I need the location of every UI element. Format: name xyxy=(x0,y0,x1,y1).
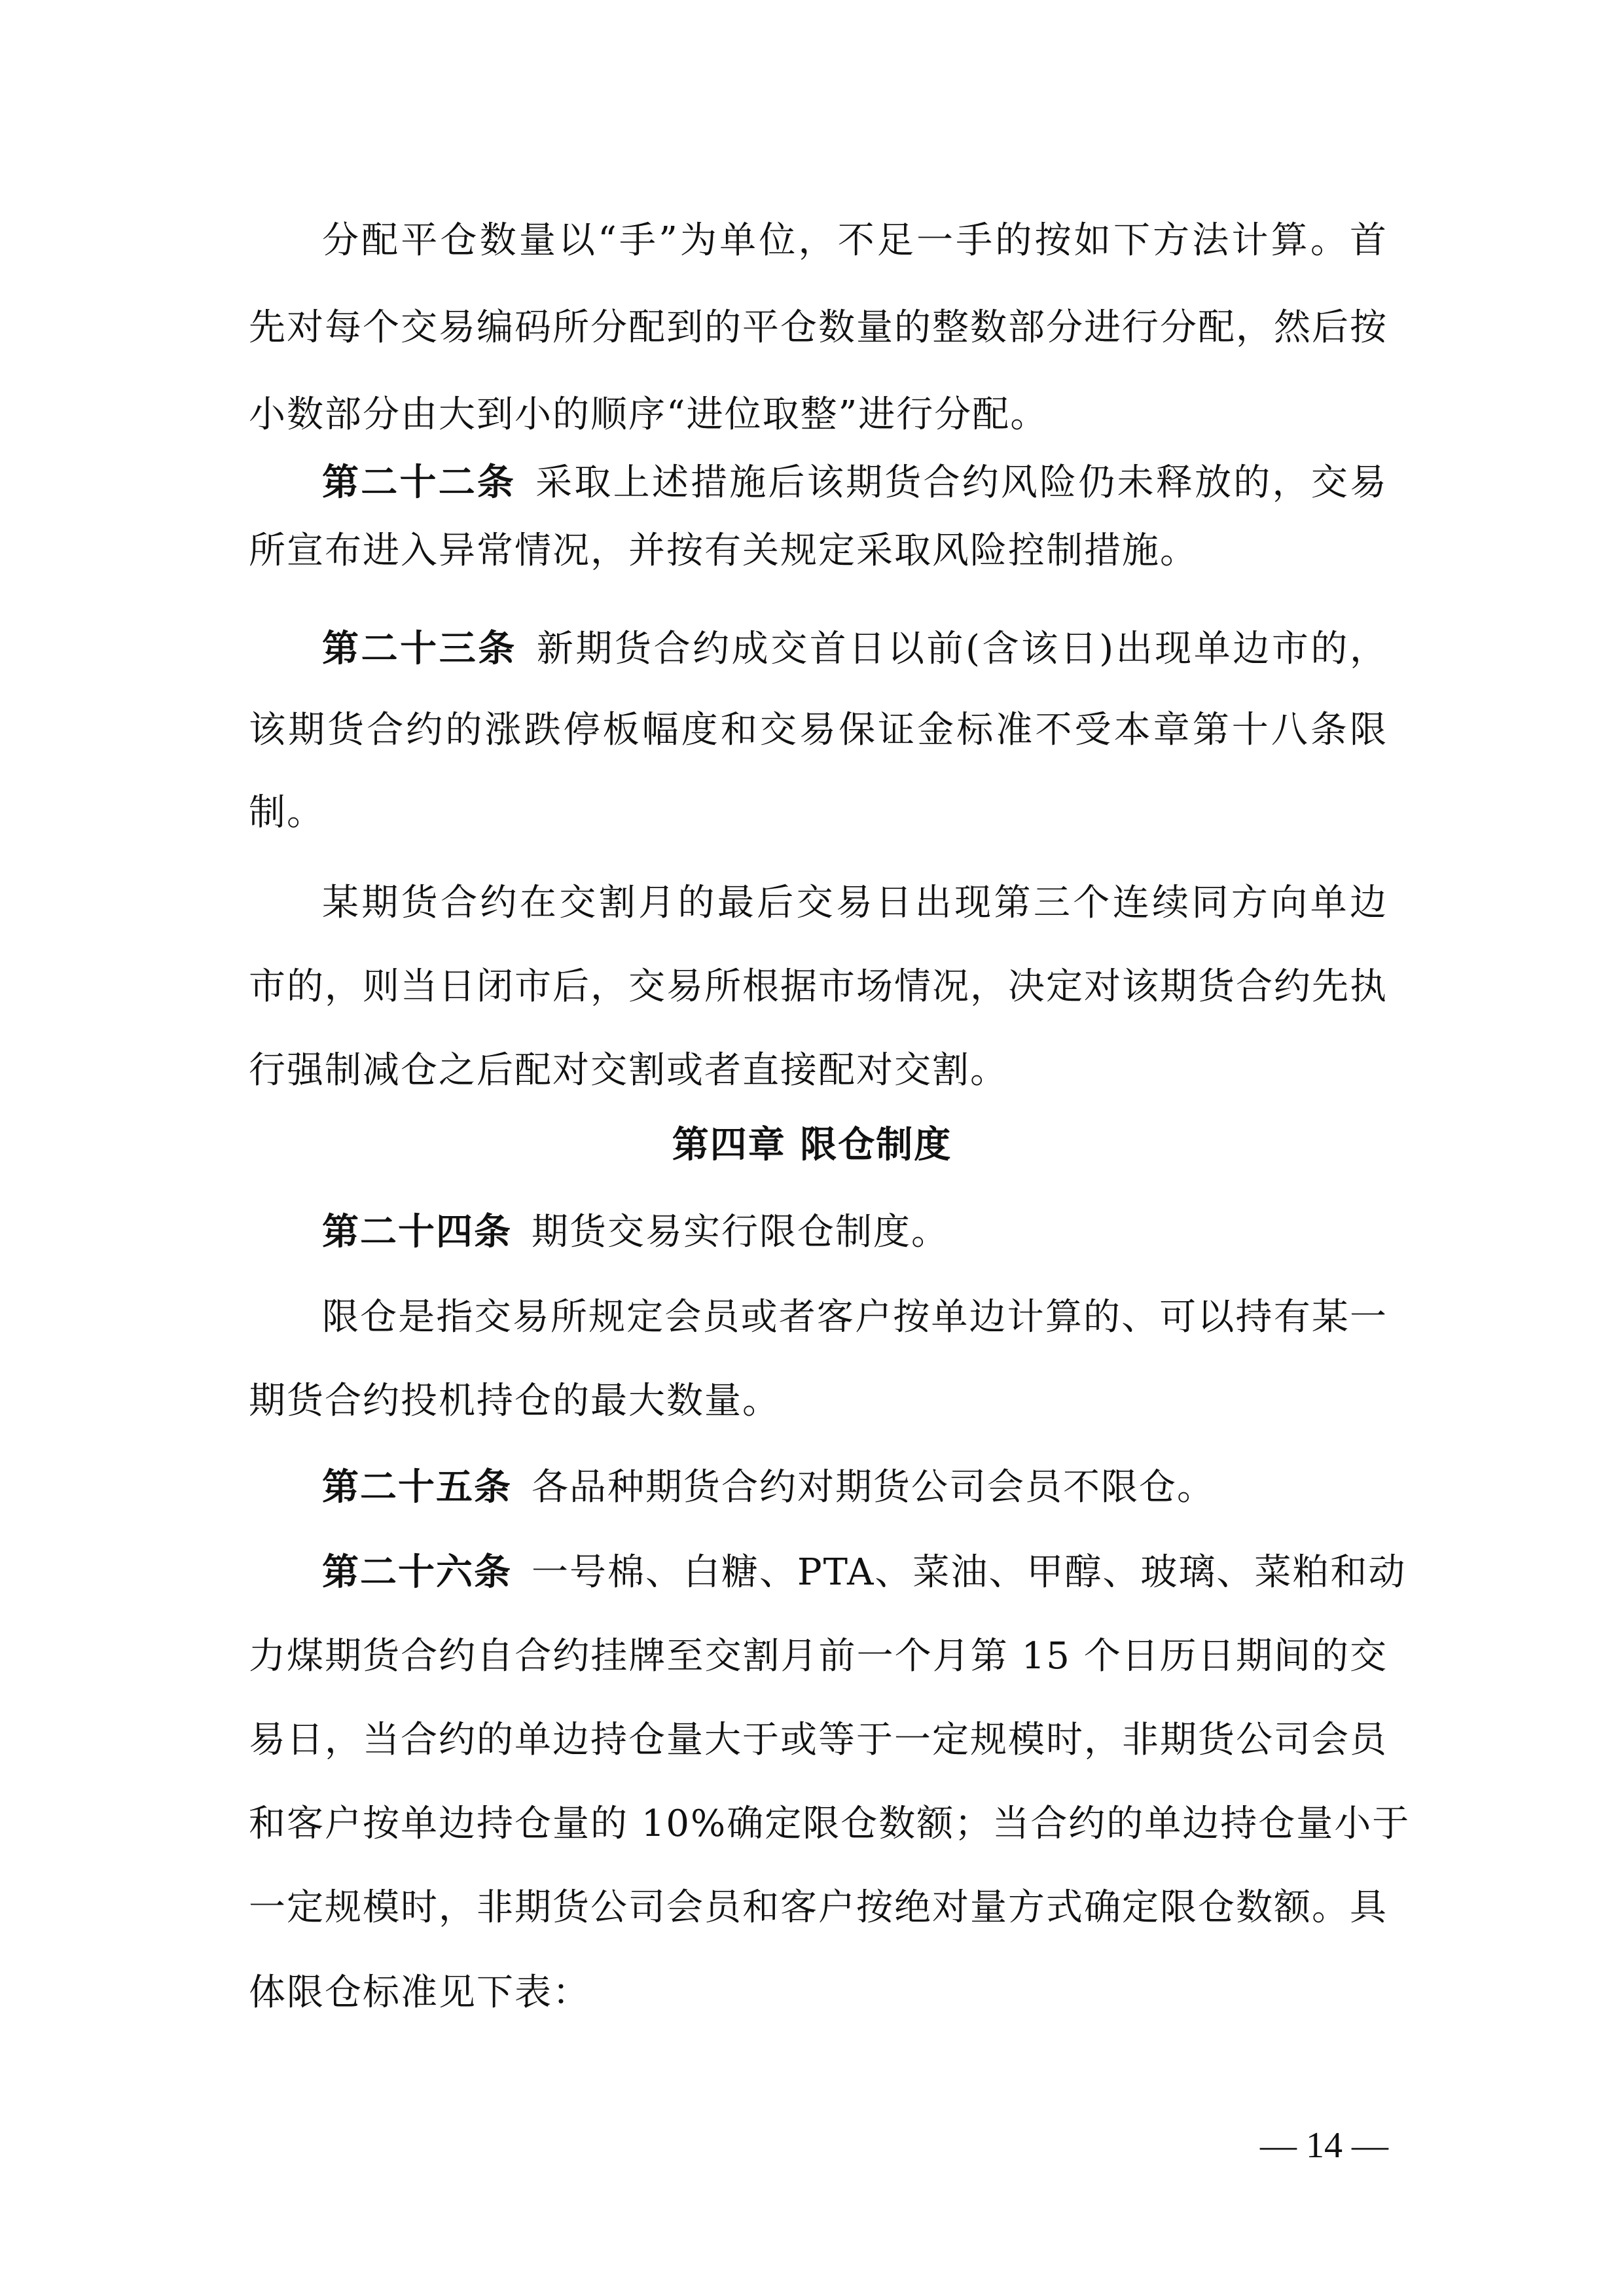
text-line: 先对每个交易编码所分配到的平仓数量的整数部分进行分配，然后按 xyxy=(249,306,1388,349)
article-text: 期货交易实行限仓制度。 xyxy=(532,1211,949,1253)
text-line: 行强制减仓之后配对交割或者直接配对交割。 xyxy=(249,1049,1008,1092)
article-23-line xyxy=(249,617,1388,682)
article-number: 第二十六条 xyxy=(322,1551,512,1594)
text-line: 力煤期货合约自合约挂牌至交割月前一个月第 15 个日历日期间的交 xyxy=(249,1635,1388,1677)
article-text: 各品种期货合约对期货公司会员不限仓。 xyxy=(532,1466,1215,1509)
article-text: 采取上述措施后该期货合约风险仍未释放的，交易 xyxy=(535,461,1388,504)
article-text: 新期货合约成交首日以前(含该日)出现单边市的， xyxy=(536,628,1388,670)
article-26-line xyxy=(249,1540,1407,1605)
chapter-heading: 第四章 限仓制度 xyxy=(672,1124,952,1166)
text-line: 某期货合约在交割月的最后交易日出现第三个连续同方向单边 xyxy=(322,882,1388,924)
article-number: 第二十四条 xyxy=(322,1211,512,1253)
text-line: 体限仓标准见下表： xyxy=(249,1971,590,2014)
text-line: 一定规模时，非期货公司会员和客户按绝对量方式确定限仓数额。具 xyxy=(249,1886,1388,1929)
text-line: 和客户按单边持仓量的 10%确定限仓数额；当合约的单边持仓量小于 xyxy=(249,1803,1411,1845)
article-number: 第二十五条 xyxy=(322,1466,512,1509)
article-24-line xyxy=(249,1200,1388,1265)
text-line: 所宣布进入异常情况，并按有关规定采取风险控制措施。 xyxy=(249,529,1198,572)
text-line: 该期货合约的涨跌停板幅度和交易保证金标准不受本章第十八条限 xyxy=(249,709,1388,751)
article-text: 一号棉、白糖、PTA、菜油、甲醇、玻璃、菜粕和动 xyxy=(532,1551,1407,1594)
text-line: 分配平仓数量以“手”为单位，不足一手的按如下方法计算。首 xyxy=(322,219,1388,262)
article-number: 第二十三条 xyxy=(322,628,517,670)
text-line: 易日，当合约的单边持仓量大于或等于一定规模时，非期货公司会员 xyxy=(249,1719,1388,1761)
text-line: 市的，则当日闭市后，交易所根据市场情况，决定对该期货合约先执 xyxy=(249,965,1388,1008)
text-line: 小数部分由大到小的顺序“进位取整”进行分配。 xyxy=(249,393,1049,436)
article-number: 第二十二条 xyxy=(322,461,516,504)
text-line: 期货合约投机持仓的最大数量。 xyxy=(249,1380,780,1422)
article-25-line xyxy=(249,1455,1388,1520)
article-22-line xyxy=(249,450,1388,516)
text-line: 限仓是指交易所规定会员或者客户按单边计算的、可以持有某一 xyxy=(322,1296,1388,1338)
text-line: 制。 xyxy=(249,791,325,834)
page-number: — 14 — xyxy=(1260,2125,1388,2166)
